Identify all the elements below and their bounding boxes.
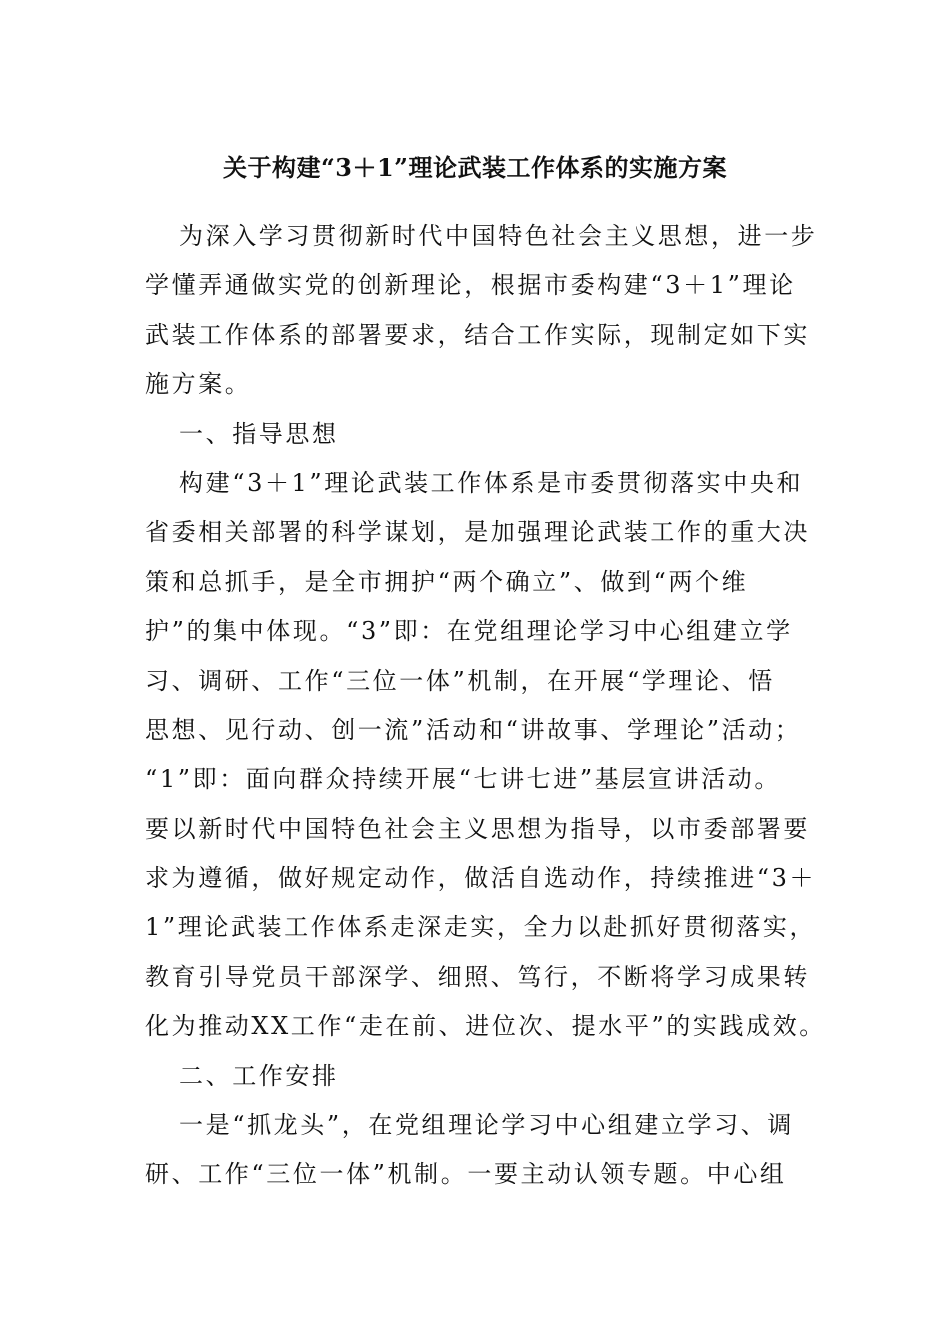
text-line: 省委相关部署的科学谋划，是加强理论武装工作的重大决 (145, 518, 810, 547)
text-line: 一是“抓龙头”，在党组理论学习中心组建立学习、调 (179, 1111, 794, 1140)
text-line: 思想、见行动、创一流”活动和“讲故事、学理论”活动； (145, 715, 802, 744)
text-line: 研、工作“三位一体”机制。一要主动认领专题。中心组 (145, 1160, 787, 1189)
text-line: 教育引导党员干部深学、细照、笃行，不断将学习成果转 (145, 962, 810, 991)
document-body (145, 212, 826, 1200)
text-line: “1”即：面向群众持续开展“七讲七进”基层宣讲活动。 (145, 765, 781, 794)
document-title: 关于构建“3＋1”理论武装工作体系的实施方案 (222, 153, 727, 182)
text-line: 化为推动XX工作“走在前、进位次、提水平”的实践成效。 (145, 1012, 826, 1041)
text-line: 要以新时代中国特色社会主义思想为指导，以市委部署要 (145, 814, 810, 843)
section-heading: 一、指导思想 (179, 419, 339, 448)
text-line: 学懂弄通做实党的创新理论，根据市委构建“3＋1”理论 (145, 271, 796, 300)
text-line: 求为遵循，做好规定动作，做活自选动作，持续推进“3＋ (145, 864, 817, 893)
text-line: 习、调研、工作“三位一体”机制，在开展“学理论、悟 (145, 666, 775, 695)
text-line: 施方案。 (145, 370, 252, 399)
text-line: 策和总抓手，是全市拥护“两个确立”、做到“两个维 (145, 567, 749, 596)
text-line: 为深入学习贯彻新时代中国特色社会主义思想，进一步 (179, 222, 818, 250)
text-line: 构建“3＋1”理论武装工作体系是市委贯彻落实中央和 (179, 468, 804, 497)
text-line: 护”的集中体现。“3”即：在党组理论学习中心组建立学 (145, 617, 793, 646)
text-line: 1”理论武装工作体系走深走实，全力以赴抓好贯彻落实， (145, 913, 817, 942)
section-heading: 二、工作安排 (179, 1061, 339, 1090)
text-line: 武装工作体系的部署要求，结合工作实际，现制定如下实 (145, 320, 810, 349)
